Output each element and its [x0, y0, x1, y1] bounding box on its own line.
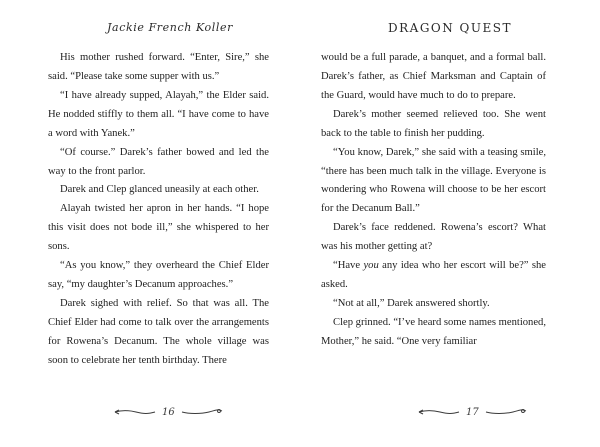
right-page-body: [321, 49, 546, 352]
page-number-text: 16: [162, 406, 175, 418]
flourish-left-icon: [114, 407, 156, 417]
paragraph: “Not at all,” Darek answered shortly.: [333, 297, 490, 309]
paragraph: Darek’s face reddened. Rowena’s escort? What was his mother getting at?: [321, 222, 546, 253]
page-number-right: [418, 403, 527, 421]
paragraph: [321, 257, 546, 295]
paragraph: His mother rushed forward. “Enter, Sire,” she said. “Please take some supper with us.”: [48, 52, 269, 82]
emphasis-text: you: [363, 260, 379, 272]
running-head-author: Jackie French Koller: [107, 21, 233, 34]
paragraph: Clep grinned. “I’ve heard some names mentioned, Mother,” he said. “One very familiar: [321, 316, 546, 347]
paragraph: Darek sighed with relief. So that was all. The Chief Elder had come to talk over the arrangements for Rowena’s Decanum. The whole village was soon to celebrate her tenth birthday. There: [48, 297, 269, 366]
paragraph-text: “Have: [333, 260, 364, 272]
page-number-left: [114, 403, 223, 421]
paragraph: Darek’s mother seemed relieved too. She went back to the table to finish her pudding.: [321, 108, 546, 139]
running-head-title: DRAGON QUEST: [388, 21, 512, 35]
paragraph: “Of course.” Darek’s father bowed and led the way to the front parlor.: [48, 146, 269, 177]
flourish-right-icon: [485, 407, 527, 417]
paragraph: would be a full parade, a banquet, and a formal ball. Darek’s father, as Chief Marksman and Captain of the Guard, would have much to do to prepare.: [321, 52, 546, 101]
page-number-text: 17: [466, 406, 479, 418]
paragraph-text: any idea who her escort will be?” she asked.: [321, 260, 547, 291]
left-page-body: [48, 49, 269, 371]
right-page: [300, 0, 600, 447]
flourish-left-icon: [418, 407, 460, 417]
paragraph: “I have already supped, Alayah,” the Elder said. He nodded stiffly to them all. “I have come to have a word with Yanek.”: [48, 89, 269, 139]
paragraph: “You know, Darek,” she said with a teasing smile, “there has been much talk in the village. Everyone is wondering who Rowena will choose to be her escort for the Decanum Ball.”: [321, 146, 546, 215]
paragraph: Alayah twisted her apron in her hands. “I hope this visit does not bode ill,” she whispered to her sons.: [48, 203, 269, 253]
paragraph: “As you know,” they overheard the Chief Elder say, “my daughter’s Decanum approaches.”: [48, 260, 269, 291]
paragraph: Darek and Clep glanced uneasily at each other.: [60, 184, 259, 196]
flourish-right-icon: [181, 407, 223, 417]
